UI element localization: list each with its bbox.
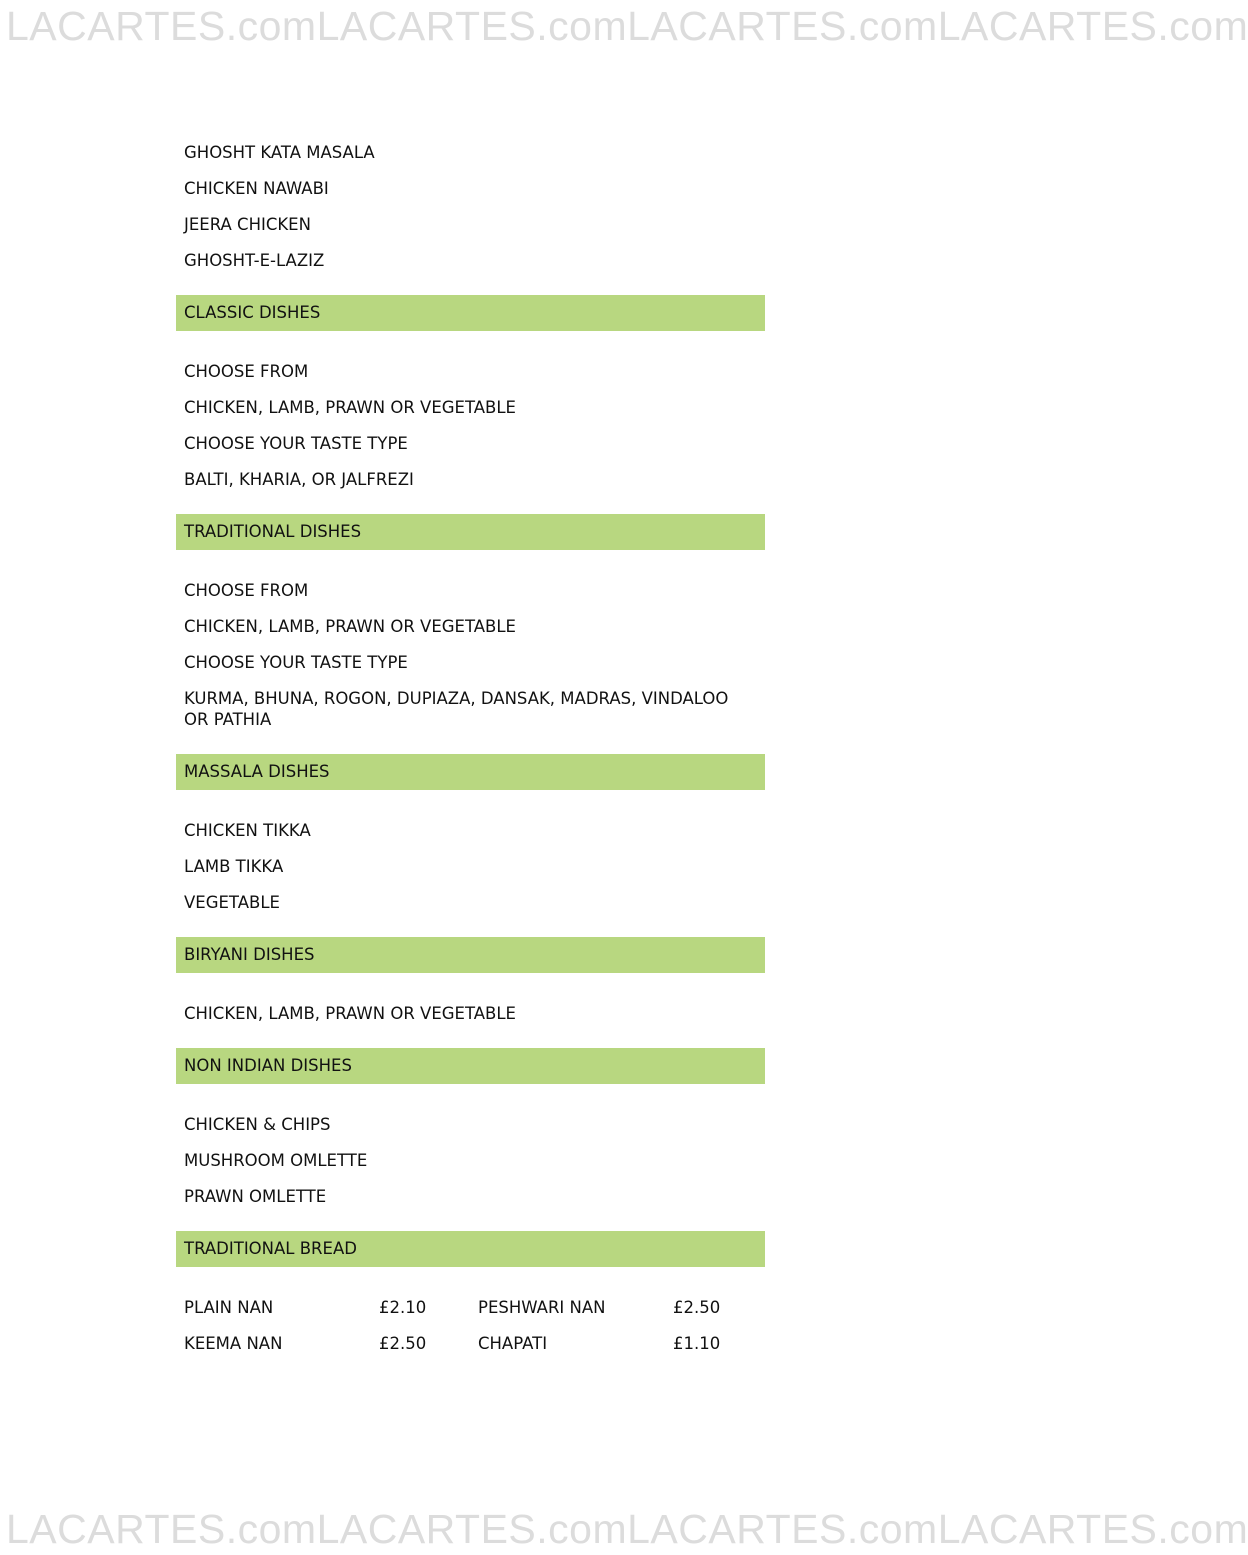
bread-name: PESHWARI NAN — [478, 1298, 606, 1317]
menu-item: LAMB TIKKA — [184, 857, 284, 876]
menu-item: CHOOSE YOUR TASTE TYPE — [184, 653, 408, 672]
bread-row — [176, 1333, 765, 1354]
section-non-indian — [176, 1048, 765, 1207]
menu-item: BALTI, KHARIA, OR JALFREZI — [184, 470, 414, 489]
watermark-text: LACARTES.com — [937, 1505, 1248, 1552]
section-header: NON INDIAN DISHES — [176, 1048, 765, 1084]
menu-item: CHICKEN TIKKA — [184, 821, 311, 840]
menu-item: VEGETABLE — [184, 893, 280, 912]
bread-entry — [184, 1297, 478, 1318]
section-classic — [176, 295, 765, 490]
bread-row — [176, 1297, 765, 1318]
watermark-bottom — [0, 1503, 1248, 1555]
section-biryani — [176, 937, 765, 1024]
menu-item: CHOOSE FROM — [184, 362, 309, 381]
intro-items — [176, 142, 765, 271]
watermark-text: LACARTES.com — [316, 1505, 628, 1552]
watermark-text: LACARTES.com — [627, 2, 938, 49]
section-traditional — [176, 514, 765, 730]
menu-item: GHOSHT KATA MASALA — [184, 143, 375, 162]
section-massala — [176, 754, 765, 913]
bread-name: PLAIN NAN — [184, 1298, 274, 1317]
bread-name: CHAPATI — [478, 1334, 548, 1353]
menu-item: GHOSHT-E-LAZIZ — [184, 251, 325, 270]
bread-price: £2.50 — [673, 1298, 721, 1317]
menu-item: CHICKEN & CHIPS — [184, 1115, 331, 1134]
watermark-text: LACARTES.com — [316, 2, 628, 49]
menu-item: CHICKEN NAWABI — [184, 179, 329, 198]
menu-item: CHICKEN, LAMB, PRAWN OR VEGETABLE — [184, 617, 516, 636]
menu-page — [176, 142, 765, 1369]
bread-entry — [478, 1333, 772, 1354]
menu-item: JEERA CHICKEN — [184, 215, 311, 234]
menu-item: MUSHROOM OMLETTE — [184, 1151, 368, 1170]
bread-name: KEEMA NAN — [184, 1334, 283, 1353]
section-header: TRADITIONAL DISHES — [176, 514, 765, 550]
menu-item: CHICKEN, LAMB, PRAWN OR VEGETABLE — [184, 1004, 516, 1023]
bread-entry — [478, 1297, 772, 1318]
watermark-text: LACARTES.com — [6, 1505, 317, 1552]
bread-price: £2.10 — [379, 1298, 427, 1317]
section-header: TRADITIONAL BREAD — [176, 1231, 765, 1267]
section-header: BIRYANI DISHES — [176, 937, 765, 973]
section-header: CLASSIC DISHES — [176, 295, 765, 331]
menu-item: CHOOSE FROM — [184, 581, 309, 600]
watermark-text: LACARTES.com — [627, 1505, 938, 1552]
bread-entry — [184, 1333, 478, 1354]
menu-item: KURMA, BHUNA, ROGON, DUPIAZA, DANSAK, MADRAS, VINDALOO OR PATHIA — [184, 689, 729, 729]
menu-item: CHICKEN, LAMB, PRAWN OR VEGETABLE — [184, 398, 516, 417]
section-bread — [176, 1231, 765, 1354]
watermark-text: LACARTES.com — [6, 2, 317, 49]
watermark-text: LACARTES.com — [937, 2, 1248, 49]
bread-price: £2.50 — [379, 1334, 427, 1353]
watermark-top — [0, 0, 1248, 52]
section-header: MASSALA DISHES — [176, 754, 765, 790]
bread-price: £1.10 — [673, 1334, 721, 1353]
menu-item: CHOOSE YOUR TASTE TYPE — [184, 434, 408, 453]
menu-item: PRAWN OMLETTE — [184, 1187, 327, 1206]
